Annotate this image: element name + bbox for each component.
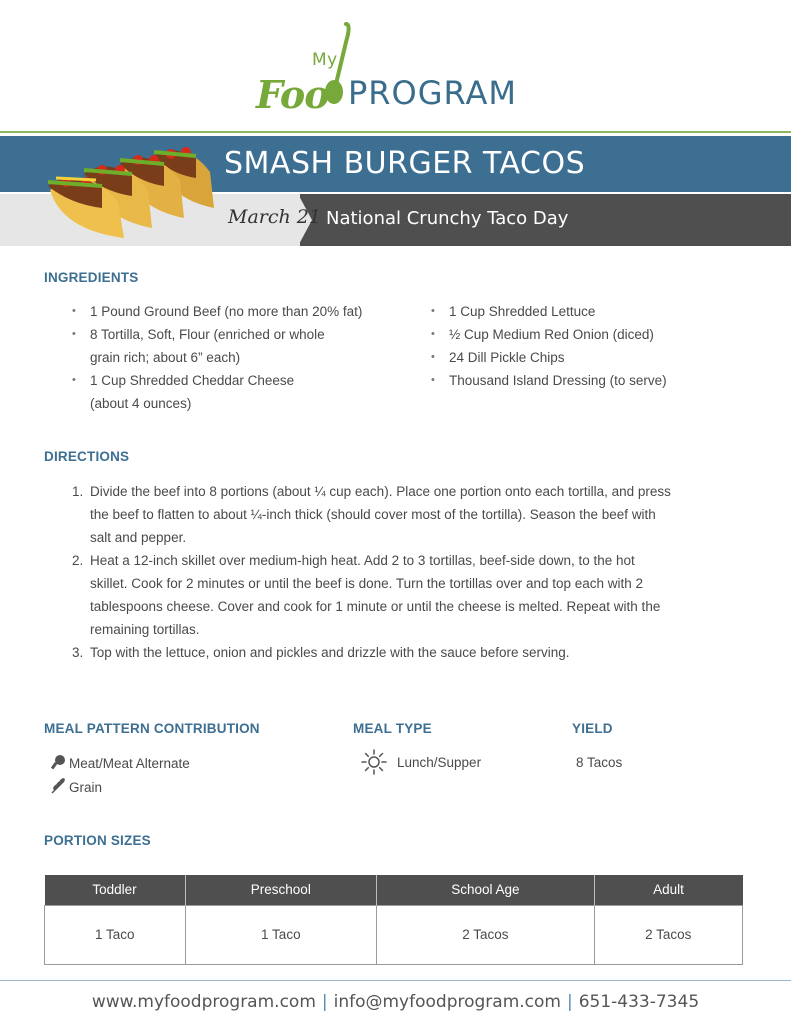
list-item: • 1 Pound Ground Beef (no more than 20% fat) xyxy=(72,300,412,323)
footer-separator: | xyxy=(566,992,573,1012)
list-item: • 1 Cup Shredded Cheddar Cheese (about 4 ounces) xyxy=(72,369,412,415)
ingredients-list-right xyxy=(431,300,751,392)
tacos-illustration xyxy=(46,138,226,243)
drumstick-icon xyxy=(50,754,66,770)
table-header-cell: School Age xyxy=(377,875,595,905)
list-item: • 1 Cup Shredded Lettuce xyxy=(431,300,751,323)
sun-icon xyxy=(360,748,388,776)
directions-list xyxy=(72,480,752,664)
table-row xyxy=(45,905,743,964)
footer-website[interactable]: www.myfoodprogram.com xyxy=(91,992,316,1012)
table-cell: 2 Tacos xyxy=(377,905,595,964)
directions-heading: DIRECTIONS xyxy=(44,449,130,464)
grain-icon xyxy=(50,778,66,794)
table-header-row xyxy=(45,875,743,905)
list-item: • 24 Dill Pickle Chips xyxy=(431,346,751,369)
yield-value: 8 Tacos xyxy=(576,755,623,770)
portion-sizes-table xyxy=(44,875,743,965)
ingredients-list-left xyxy=(72,300,412,415)
table-cell: 1 Taco xyxy=(45,905,186,964)
logo-my: My xyxy=(312,50,338,70)
footer-divider xyxy=(0,980,791,981)
yield-heading: YIELD xyxy=(572,721,613,736)
footer-email[interactable]: info@myfoodprogram.com xyxy=(333,992,561,1012)
list-item: • ½ Cup Medium Red Onion (diced) xyxy=(431,323,751,346)
table-header-cell: Preschool xyxy=(185,875,377,905)
table-header-cell: Adult xyxy=(594,875,742,905)
page-title: SMASH BURGER TACOS xyxy=(224,146,586,181)
list-item: • 8 Tortilla, Soft, Flour (enriched or whole grain rich; about 6” each) xyxy=(72,323,412,369)
logo-program: PROGRAM xyxy=(348,74,517,112)
meal-pattern-grain: Grain xyxy=(69,780,103,795)
portion-sizes-heading: PORTION SIZES xyxy=(44,833,151,848)
meal-type-value: Lunch/Supper xyxy=(397,755,482,770)
meal-type-heading: MEAL TYPE xyxy=(353,721,432,736)
footer-phone[interactable]: 651-433-7345 xyxy=(578,992,700,1012)
event-name: National Crunchy Taco Day xyxy=(326,208,569,229)
footer-separator: | xyxy=(321,992,328,1012)
list-item: 2. Heat a 12-inch skillet over medium-high heat. Add 2 to 3 tortillas, beef-side down, to the hot skillet. Cook for 2 minutes or until the beef is done. Turn the tortillas over and top each with 2 tablespoons cheese. Cover and cook for 1 minute or until the cheese is melted. Repeat with the remaining tortillas. xyxy=(72,553,661,637)
event-date: March 21 xyxy=(228,206,321,228)
list-item: • Thousand Island Dressing (to serve) xyxy=(431,369,751,392)
logo-food: Foo xyxy=(256,72,329,117)
table-cell: 1 Taco xyxy=(185,905,377,964)
meal-pattern-meat: Meat/Meat Alternate xyxy=(69,756,190,771)
footer xyxy=(0,992,791,1012)
header-divider xyxy=(0,131,791,133)
meal-pattern-heading: MEAL PATTERN CONTRIBUTION xyxy=(44,721,260,736)
table-header-cell: Toddler xyxy=(45,875,186,905)
list-item: 3. Top with the lettuce, onion and pickles and drizzle with the sauce before serving. xyxy=(72,645,570,660)
logo xyxy=(256,22,546,117)
ingredients-heading: INGREDIENTS xyxy=(44,270,139,285)
table-cell: 2 Tacos xyxy=(594,905,742,964)
list-item: 1. Divide the beef into 8 portions (about ¼ cup each). Place one portion onto each tortilla, and press the beef to flatten to about ¼-inch thick (should cover most of the tortilla). Season the beef with salt and pepper. xyxy=(72,484,671,545)
